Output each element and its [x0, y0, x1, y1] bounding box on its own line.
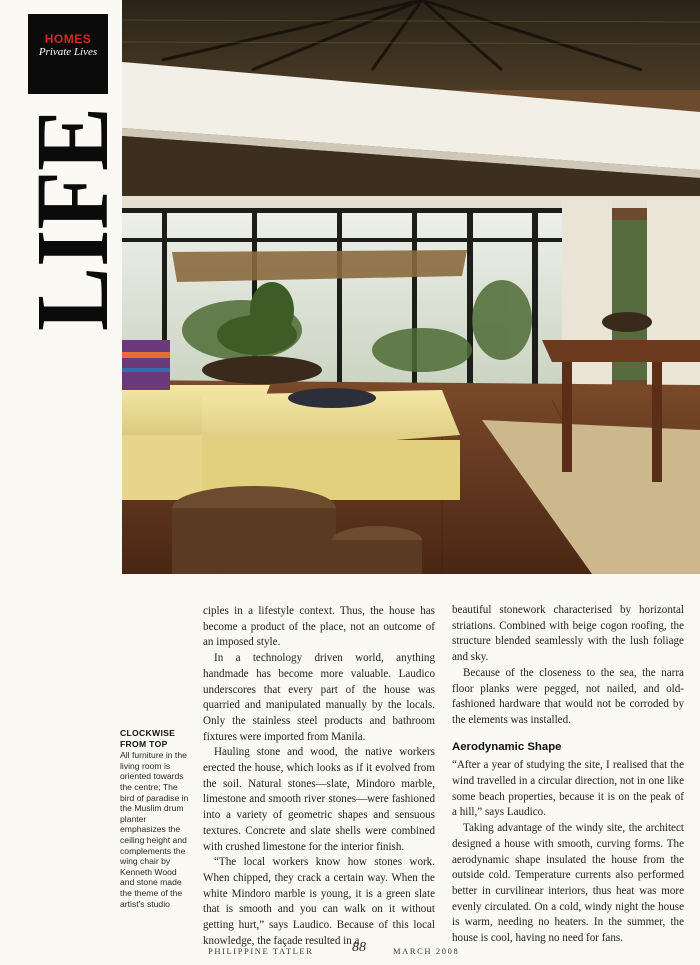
caption-heading: CLOCKWISE FROM TOP	[120, 728, 176, 749]
paragraph: Hauling stone and wood, the native workers erected the house, which looks as if it evolved from the soil. Natural stones—slate, Mindoro marble, limestone and smooth river stones—were fashioned into a variety of geometric shapes and sensuous textures. Concrete and slate shells were combined with crushed limestone for the interior finish.	[203, 746, 435, 853]
section-label: HOMES	[44, 32, 92, 46]
issue-date: MARCH 2008	[393, 946, 460, 956]
article-column-1	[203, 604, 435, 949]
article-column-2	[452, 603, 684, 947]
subheading: Aerodynamic Shape	[452, 740, 562, 753]
caption-body: All furniture in the living room is oriented towards the centre; The bird of paradise in the Muslim drum planter emphasizes the ceiling height and complements the wing chair by Kenneth Wood and stone made the theme of the artist's studio	[120, 750, 189, 909]
living-room-photo	[122, 0, 700, 574]
life-wordmark-logo	[15, 88, 130, 333]
section-badge	[28, 14, 108, 94]
magazine-name: PHILIPPINE TATLER	[208, 946, 314, 956]
living-room-illustration	[122, 0, 700, 574]
paragraph: Because of the closeness to the sea, the narra floor planks were pegged, not nailed, and old-fashioned hardware that would not be corroded by the elements was installed.	[452, 666, 684, 726]
page-number: 88	[352, 940, 366, 955]
paragraph: Taking advantage of the windy site, the architect designed a house with smooth, curving forms. The aerodynamic shape insulated the house from the outside cold. Temperature currents also performed better in curvilinear interiors, thus heat was more evenly circulated. On a cold, windy night the house is warm, needing no heaters. In the summer, the house is cool, having no need for fans.	[452, 822, 684, 945]
paragraph: “The local workers know how stones work. When chipped, they crack a certain way. When the white Mindoro marble is young, it is a green slate that is smooth and you can walk on it without getting hurt,” says Laudico. Because of this local knowledge, the façade resulted in a	[203, 856, 435, 947]
svg-text:LIFE: LIFE	[15, 88, 130, 331]
page-folio	[0, 940, 700, 960]
paragraph: “After a year of studying the site, I realised that the wind travelled in a circular direction, not in one like some beach properties, because it is on the peak of a hill,” says Laudico.	[452, 759, 684, 819]
photo-caption	[120, 728, 192, 909]
paragraph: beautiful stonework characterised by horizontal striations. Combined with beige cogon roofing, the structure blended seamlessly with the lush foliage and sky.	[452, 604, 684, 664]
section-sublabel: Private Lives	[38, 46, 98, 58]
paragraph: ciples in a lifestyle context. Thus, the house has become a product of the place, not an outcome of an imposed style.	[203, 605, 435, 649]
paragraph: In a technology driven world, anything handmade has become more valuable. Laudico underscores that every part of the house was quarried and manipulated manually by the locals. Only the stainless steel products and bathroom fixtures were imported from Manila.	[203, 652, 435, 743]
